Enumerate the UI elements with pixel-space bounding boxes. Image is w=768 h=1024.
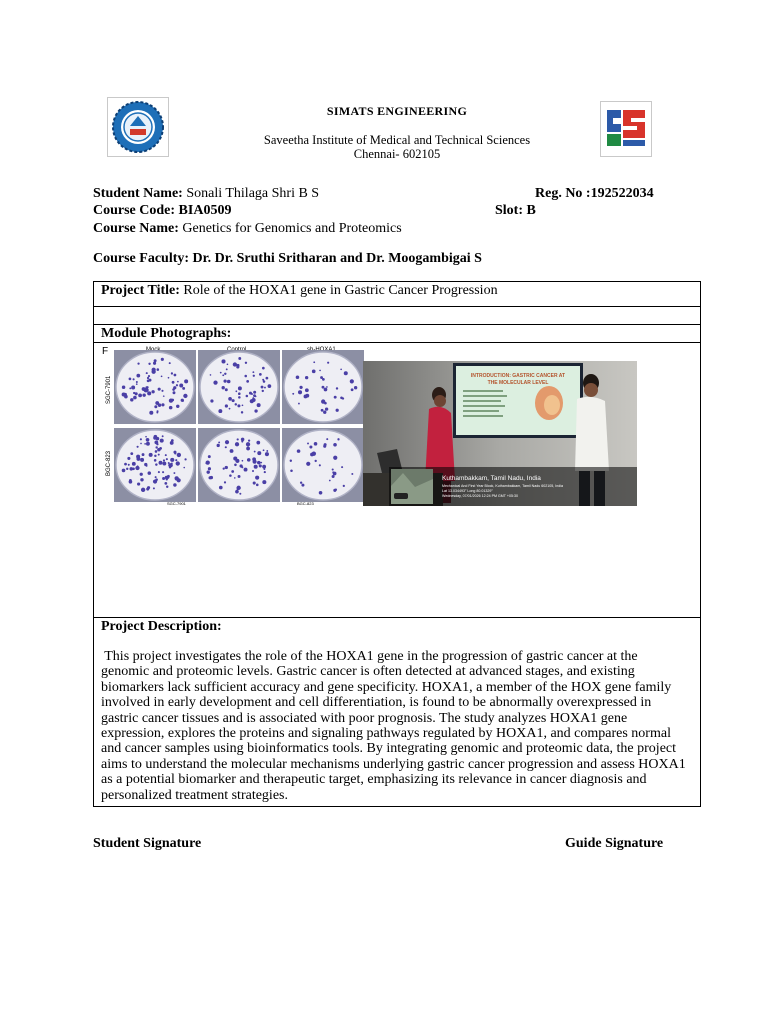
- course-name-row: [93, 220, 402, 237]
- slot-value: B: [523, 203, 536, 218]
- course-code-label: Course Code:: [93, 203, 176, 218]
- reg-no-row: [535, 185, 654, 202]
- project-title-label: Project Title:: [101, 283, 180, 298]
- geotag-location: Kuthambakkam, Tamil Nadu, India: [442, 475, 541, 482]
- colony-plate: [114, 350, 196, 424]
- course-name-label: Course Name:: [93, 221, 179, 236]
- student-name-row: [93, 185, 319, 202]
- description-line: expression, explores the proteins and signaling pathways regulated by HOXA1, and compares normal: [101, 726, 671, 742]
- footer-label-sgc7901: SGC-7901: [167, 501, 186, 506]
- project-title-cell: [93, 281, 701, 307]
- course-faculty-value: Dr. Dr. Sruthi Sritharan and Dr. Moogambigai S: [189, 251, 482, 266]
- project-title-value: Role of the HOXA1 gene in Gastric Cancer Progression: [179, 283, 498, 298]
- course-faculty-row: [93, 250, 482, 267]
- row-label-sgc7901: SGC-7901: [106, 375, 112, 404]
- description-line: aims to understand the molecular mechanisms underlying gastric cancer progression and assess HOXA1: [101, 756, 686, 772]
- institute-full-name: [200, 133, 594, 161]
- geotag-address: Mechanical And First Year Block, Kuthambakkam, Tamil Nadu 602105, India: [442, 484, 563, 488]
- description-line: This project investigates the role of the HOXA1 gene in the progression of gastric cancer at the: [101, 649, 638, 664]
- institute-full-line: Saveetha Institute of Medical and Technical Sciences: [263, 133, 531, 147]
- colony-plate: [198, 428, 280, 502]
- module-photographs-label: Module Photographs:: [101, 326, 232, 341]
- course-code-row: [93, 202, 231, 219]
- description-line: biomarkers lack sufficient accuracy and gene specificity. HOXA1, a member of the HOX gene family: [101, 679, 672, 695]
- footer-label-bgc823: BGC-823: [297, 501, 314, 506]
- institute-location-line: Chennai- 602105: [353, 147, 441, 161]
- reg-no-value: 192522034: [590, 186, 654, 201]
- module-photographs-header: [93, 324, 701, 343]
- university-logo: [107, 97, 169, 157]
- description-line: personalized treatment strategies.: [101, 787, 288, 803]
- slide-title-line2: THE MOLECULAR LEVEL: [487, 380, 549, 386]
- project-description-label: Project Description:: [101, 619, 222, 634]
- row-label-bgc823: BGC-823: [106, 450, 112, 476]
- colony-plate: [282, 350, 364, 424]
- institution-name: SIMATS ENGINEERING: [326, 104, 468, 118]
- colony-assay-figure: [102, 344, 364, 508]
- description-line: genomic and proteomic levels. Gastric cancer is often detected at advanced stages, and existing: [101, 664, 635, 680]
- student-name-value: Sonali Thilaga Shri B S: [182, 186, 320, 201]
- description-line: involved in early development and cell differentiation, is found to be abnormally overexpressed in: [101, 695, 652, 711]
- slide-title-line1: INTRODUCTION: GASTRIC CANCER AT: [470, 373, 566, 379]
- geotag-coordinates: Lat 13.034493° Long 80.01329°: [442, 489, 493, 493]
- colony-plate: [114, 428, 196, 502]
- colony-plate: [198, 350, 280, 424]
- description-line: gastric cancer tissues and is associated with poor prognosis. The study analyzes HOXA1 gene: [101, 710, 628, 726]
- project-description-body: [94, 649, 700, 803]
- course-name-value: Genetics for Genomics and Proteomics: [178, 221, 402, 236]
- slot-label: Slot:: [495, 203, 523, 218]
- project-description-cell: [93, 617, 701, 807]
- course-faculty-label: Course Faculty:: [93, 251, 190, 266]
- panel-letter: F: [102, 346, 109, 357]
- slot-row: [495, 202, 536, 219]
- colony-plate: [282, 428, 364, 502]
- presentation-photo: [363, 361, 637, 506]
- blank-row: [93, 306, 701, 325]
- geotag-datetime: Wednesday, 07/01/2026 12:24 PM GMT +05:30: [442, 494, 519, 498]
- student-signature-label: Student Signature: [93, 836, 202, 851]
- guide-signature-label: Guide Signature: [565, 836, 664, 851]
- description-line: as a potential biomarker and therapeutic target, emphasizing its relevance in cancer diagnosis and: [101, 772, 647, 788]
- description-line: and cancer samples using bioinformatics tools. By integrating genomic and proteomic data, the project: [101, 741, 677, 757]
- engineering-logo: [600, 101, 652, 157]
- course-code-value: BIA0509: [175, 203, 232, 218]
- reg-no-label: Reg. No :: [535, 186, 591, 201]
- student-name-label: Student Name:: [93, 186, 183, 201]
